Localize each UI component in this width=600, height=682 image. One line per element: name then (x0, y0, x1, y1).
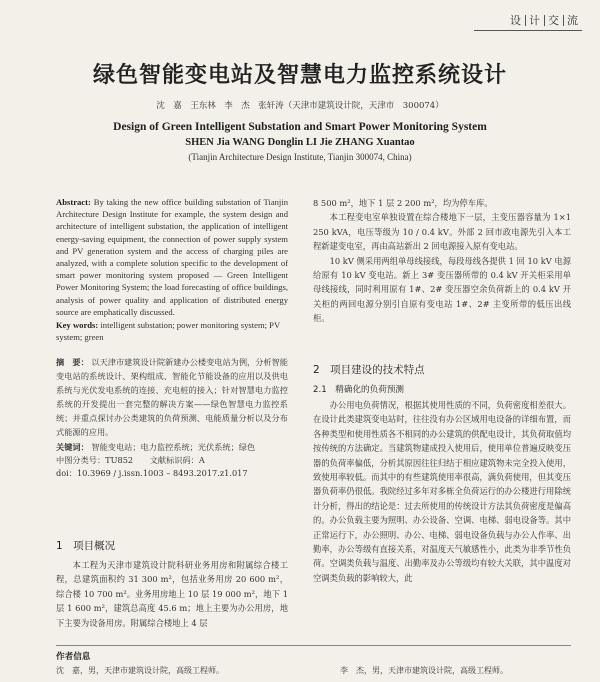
footnote-author: 沈 嘉，男，天津市建筑设计院，高级工程师。 (56, 666, 224, 675)
chinese-keywords-text: 智能变电站；电力监控系统；光伏系统；绿色 (91, 442, 256, 453)
footnote-title: 作者信息 (56, 652, 91, 662)
section-2-heading: 2 项目建设的技术特点 (313, 364, 425, 376)
column-tag-char: 流 (567, 14, 579, 27)
english-keywords (56, 319, 288, 343)
chinese-abstract-text: 以天津市建筑设计院新建办公楼变电站为例，分析智能变电站的系统设计、架构组成、智能化节能设备的应用以及供电系统与光伏发电系统的连接、充电桩的接入；针对智慧电力监控系统的开发提出一套完整的解决方案——绿色智慧电力监控系统；并重点探讨办公类建筑的负荷预测、电能质量分析以及分布式能源的应用。 (56, 357, 288, 438)
chinese-title: 绿色智能变电站及智慧电力监控系统设计 (92, 63, 507, 88)
english-affiliation: (Tianjin Architecture Design Institute, Tianjin 300074, China) (188, 152, 412, 162)
paragraph: 8 500 m²，地下 1 层 2 200 m²，均为停车库。 (313, 198, 493, 208)
chinese-keywords-label: 关键词： (56, 442, 89, 453)
english-abstract (56, 196, 288, 318)
column-tag-char: 交 (548, 14, 560, 27)
footnote-rule (56, 645, 571, 646)
keywords-text: intelligent substation; power monitoring system; PV system; green (56, 320, 280, 343)
paragraph: 本工程变电室单独设置在综合楼地下一层，主变压器容量为 1×1 250 kVA，电压等级为 10 / 0.4 kV。外部 2 回市政电源先引入本工程新建变电室，再由高站新出 2 回电源接入原有变电站。 (313, 212, 571, 252)
chinese-abstract (56, 355, 288, 439)
english-authors: SHEN Jia WANG Donglin LI Jie ZHANG Xuantao (185, 137, 415, 148)
classification-row (56, 454, 288, 467)
keywords-label: Key words: (56, 320, 99, 331)
chinese-authors: 沈 嘉 王东林 李 杰 张轩涛（天津市建筑设计院，天津市 300074） (156, 101, 444, 111)
abstract-text: By taking the new office building substation of Tianjin Architecture Design Institute for example, the system design and architecture of intelligent substation, the application of intelligent energy-saving equipment, the connection of power supply system and PV generation system and the access of charging piles are analyzed, with a complete solution specific to the development of smart power monitoring system proposed — Green Intelligent Power Monitoring System; the load forecasting of office buildings, analysis of power quality and application of distributed energy source are emphatically discussed. (56, 197, 288, 317)
english-title: Design of Green Intelligent Substation and Smart Power Monitoring System (113, 121, 487, 133)
chinese-keywords (56, 441, 288, 454)
chinese-abstract-label: 摘 要： (56, 357, 89, 368)
column-tag (507, 12, 582, 28)
column-tag-char: 设 (510, 14, 522, 27)
section-2-1-heading: 2.1 精确化的负荷预测 (313, 385, 405, 395)
abstract-label: Abstract: (56, 197, 91, 207)
section-1-body: 本工程为天津市建筑设计院科研业务用房和附属综合楼工程，总建筑面积约 31 300 m²，包括业务用房 20 600 m²，综合楼 10 700 m²。业务用房地上 10 层 19 000 m²，地下 1 层 1 600 m²，建筑总高度 45.6 m；地上主要为办公用房，地下主要为设备用房。附属综合楼地上 4 层 (56, 560, 288, 628)
footnote-author: 李 杰，男，天津市建筑设计院，高级工程师。 (340, 666, 508, 675)
column-tag-rule (474, 30, 582, 31)
doi: doi：10.3969 / j.issn.1003 – 8493.2017.z1.017 (56, 468, 248, 479)
section-2-1-body: 办公用电负荷情况，根据其使用性质的不同，负荷密度相差很大。在设计此类建筑变电站时，往往没有办公区域用电设备的详细布置，而各种类型和使用性质各不相同的办公建筑的供配电设计，其负荷取值均按传统的方法确定。当建筑物建成投入使用后，使用单位普遍反映变压器的负荷率偏低，分析其原因往往归结于相应建筑物未完全投入使用，致使用率较低。而其中的有些建筑使用率很高，满负荷使用，但其变压器负荷率仍很低。我院经过多年对多栋全负荷运行的办公楼进行用除统计分析，得出的结论是：过去所使用的传统设计方法其负荷密度是偏高的。办公负载主要为照明、办公设备、空调、电梯、弱电设备等。其中正常运行下，办公照明、办公、电梯、弱电设备负载与办公人作率、出勤率，办公等级有直接关系，对温度天气敏感性小，此类为非季节性负荷。空调类负载与温度、出勤率及办公等级均有较大关联，其中温度对空调类负载的影响较大，此 (313, 400, 571, 583)
section-1-heading: 1 项目概况 (56, 540, 116, 552)
column-tag-char: 计 (529, 14, 541, 27)
document-code: 文献标识码：A (149, 455, 205, 466)
clc-number: 中图分类号：TU852 (56, 455, 134, 466)
abstract-column (56, 196, 288, 480)
body-column-right (313, 196, 571, 326)
paragraph: 10 kV 侧采用两组单母线接线，每段母线各提供 1 回 10 kV 电源给原有 10 kV 变电站。新上 3# 变压器所带的 0.4 kV 开关柜采用单母线接线，同时利用原有 1#、2# 变压器空余负荷新上的 0.4 kV 开关柜的两回电源分别引自原有变电站 1#、2# 主变所带的低压出线柜。 (313, 255, 571, 324)
